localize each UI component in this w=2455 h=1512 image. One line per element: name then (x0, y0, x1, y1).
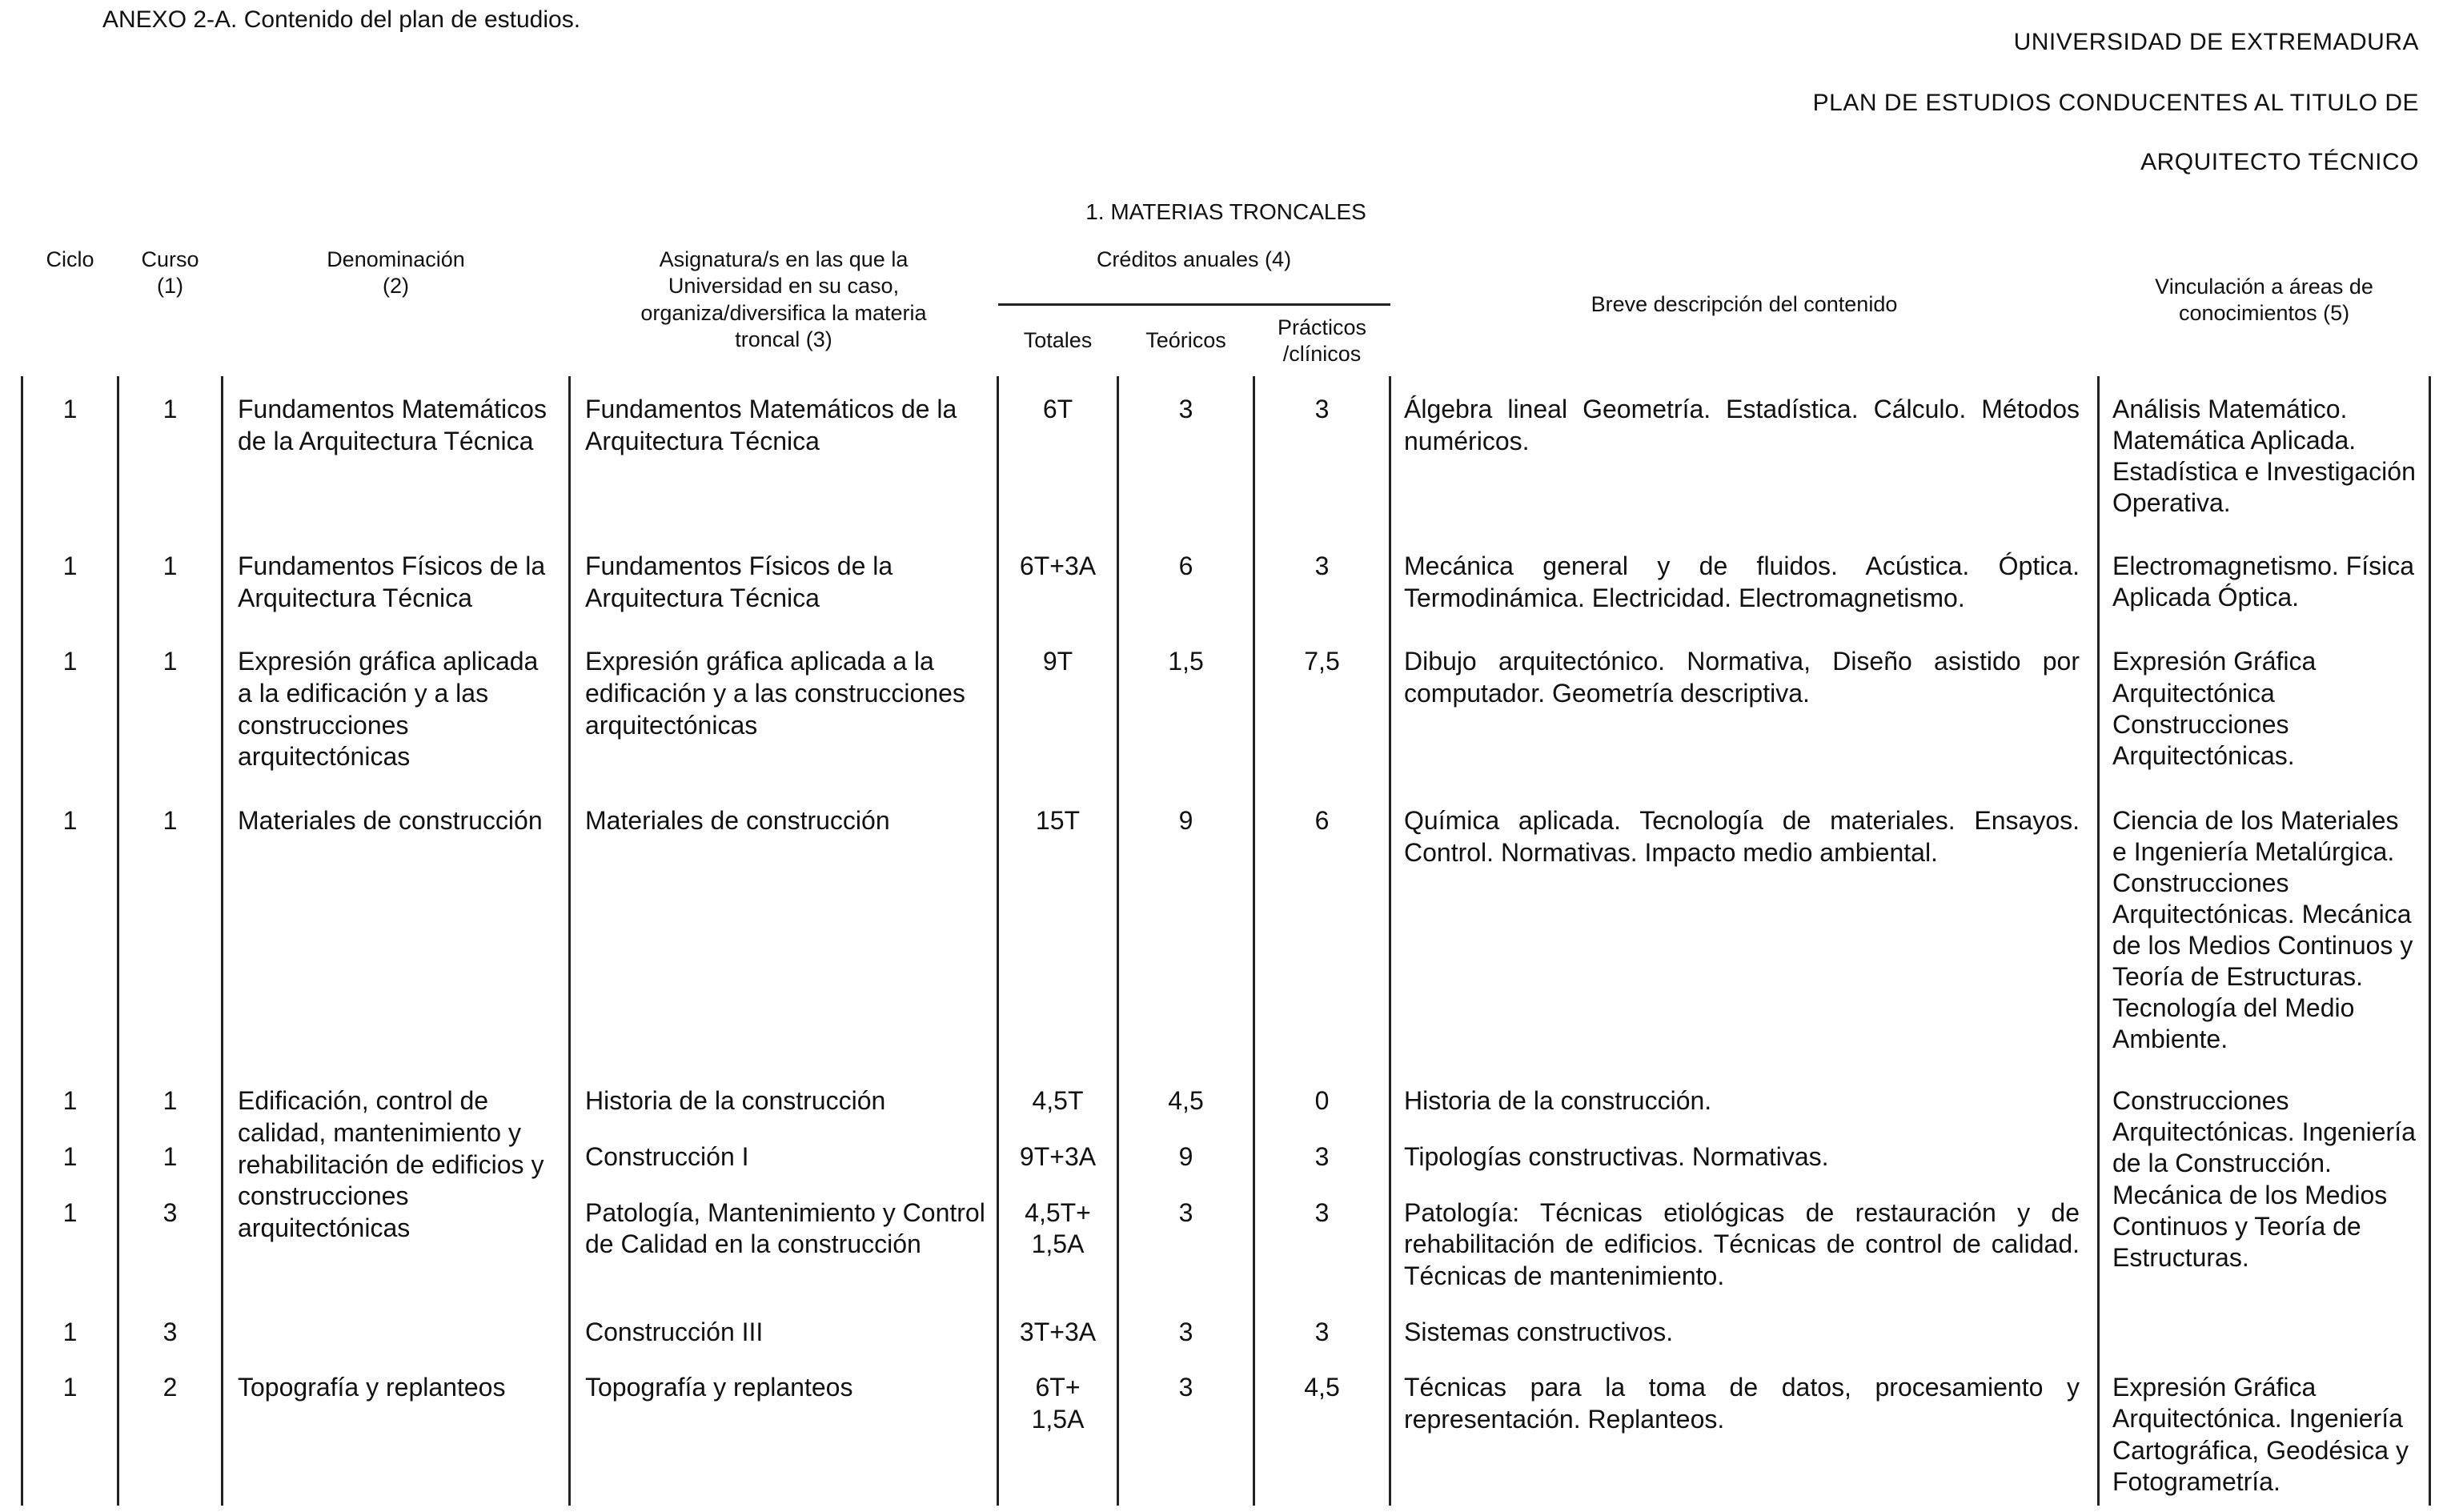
cell-asignatura: Expresión gráfica aplicada a la edificación y a las construcciones arquitectónicas (570, 628, 998, 788)
cell-ciclo: 1 (22, 533, 118, 628)
header-descripcion: Breve descripción del contenido (1591, 291, 1898, 316)
cell-ciclo: 1 (22, 1069, 118, 1125)
cell-practicos: 0 (1254, 1069, 1390, 1125)
cell-practicos: 4,5 (1254, 1356, 1390, 1505)
cell-vinculacion: Análisis Matemático. Matemática Aplicada. Estadística e Investigación Operativa. (2099, 376, 2430, 533)
university-name: UNIVERSIDAD DE EXTREMADURA (2013, 29, 2419, 55)
cell-teoricos: 3 (1118, 376, 1254, 533)
cell-ciclo: 1 (22, 1181, 118, 1301)
cell-curso: 1 (118, 1069, 223, 1125)
cell-totales: 3T+3A (998, 1301, 1118, 1357)
cell-vinculacion: Ciencia de los Materiales e Ingeniería Metalúrgica. Construcciones Arquitectónicas. Mecánica de los Medios Continuos y Teoría de Estructuras. Tecnología del Medio Ambiente. (2099, 788, 2430, 1069)
header-asignatura: Asignatura/s en las que la Universidad en su caso, organiza/diversifica la materia troncal (3) (640, 247, 927, 352)
section-title: 1. MATERIAS TRONCALES (1085, 199, 1366, 224)
cell-totales: 6T+3A (998, 533, 1118, 628)
table-row (22, 376, 2430, 533)
cell-descripcion: Química aplicada. Tecnología de materiales. Ensayos. Control. Normativas. Impacto medio ambiental. (1390, 788, 2099, 1069)
cell-teoricos: 3 (1118, 1181, 1254, 1301)
cell-asignatura: Materiales de construcción (570, 788, 998, 1069)
plan-title-line1: PLAN DE ESTUDIOS CONDUCENTES AL TITULO DE (1812, 90, 2419, 116)
cell-totales: 4,5T (998, 1069, 1118, 1125)
header-curso: Curso (1) (141, 247, 199, 299)
cell-vinculacion: Electromagnetismo. Física Aplicada Óptica. (2099, 533, 2430, 628)
cell-denominacion: Topografía y replanteos (223, 1356, 570, 1505)
cell-teoricos: 1,5 (1118, 628, 1254, 788)
table-row (22, 788, 2430, 1069)
header-totales: Totales (1023, 328, 1093, 353)
cell-ciclo: 1 (22, 1356, 118, 1505)
cell-descripcion: Mecánica general y de fluidos. Acústica. Óptica. Termodinámica. Electricidad. Electromagnetismo. (1390, 533, 2099, 628)
header-ciclo: Ciclo (46, 247, 94, 271)
cell-asignatura: Fundamentos Físicos de la Arquitectura Técnica (570, 533, 998, 628)
cell-curso: 3 (118, 1181, 223, 1301)
table-row (22, 533, 2430, 628)
cell-practicos: 3 (1254, 376, 1390, 533)
cell-practicos: 6 (1254, 788, 1390, 1069)
cell-ciclo: 1 (22, 1301, 118, 1357)
cell-curso: 2 (118, 1356, 223, 1505)
header-vinculacion: Vinculación a áreas de conocimientos (5) (2155, 275, 2373, 326)
cell-curso: 1 (118, 376, 223, 533)
cell-teoricos: 3 (1118, 1301, 1254, 1357)
cell-asignatura: Construcción I (570, 1125, 998, 1181)
cell-descripcion: Álgebra lineal Geometría. Estadística. Cálculo. Métodos numéricos. (1390, 376, 2099, 533)
table-row (22, 1069, 2430, 1125)
cell-totales: 4,5T+ 1,5A (998, 1181, 1118, 1301)
cell-descripcion: Tipologías constructivas. Normativas. (1390, 1125, 2099, 1181)
cell-practicos: 3 (1254, 1181, 1390, 1301)
cell-curso: 1 (118, 533, 223, 628)
cell-denominacion: Fundamentos Matemáticos de la Arquitectura Técnica (223, 376, 570, 533)
cell-descripcion: Sistemas constructivos. (1390, 1301, 2099, 1357)
cell-curso: 1 (118, 788, 223, 1069)
cell-totales: 9T (998, 628, 1118, 788)
cell-denominacion: Materiales de construcción (223, 788, 570, 1069)
cell-totales: 6T (998, 376, 1118, 533)
cell-teoricos: 3 (1118, 1356, 1254, 1505)
cell-vinculacion: Expresión Gráfica Arquitectónica. Ingeniería Cartográfica, Geodésica y Fotogrametría. (2099, 1356, 2430, 1505)
cell-descripcion: Técnicas para la toma de datos, procesamiento y representación. Replanteos. (1390, 1356, 2099, 1505)
cell-teoricos: 4,5 (1118, 1069, 1254, 1125)
header-teoricos: Teóricos (1145, 328, 1226, 353)
cell-practicos: 3 (1254, 1301, 1390, 1357)
header-denominacion: Denominación (2) (327, 247, 465, 299)
cell-descripcion: Historia de la construcción. (1390, 1069, 2099, 1125)
cell-asignatura: Fundamentos Matemáticos de la Arquitectura Técnica (570, 376, 998, 533)
cell-curso: 1 (118, 628, 223, 788)
cell-practicos: 3 (1254, 1125, 1390, 1181)
cell-denominacion: Edificación, control de calidad, mantenimiento y rehabilitación de edificios y construcciones arquitectónicas (223, 1069, 570, 1356)
cell-asignatura: Historia de la construcción (570, 1069, 998, 1125)
cell-totales: 15T (998, 788, 1118, 1069)
cell-vinculacion: Construcciones Arquitectónicas. Ingeniería de la Construcción. Mecánica de los Medios Continuos y Teoría de Estructuras. (2099, 1069, 2430, 1356)
cell-ciclo: 1 (22, 1125, 118, 1181)
cell-totales: 9T+3A (998, 1125, 1118, 1181)
cell-ciclo: 1 (22, 376, 118, 533)
table-row (22, 1356, 2430, 1505)
cell-asignatura: Construcción III (570, 1301, 998, 1357)
cell-ciclo: 1 (22, 628, 118, 788)
cell-vinculacion: Expresión Gráfica Arquitectónica Construcciones Arquitectónicas. (2099, 628, 2430, 788)
cell-descripcion: Patología: Técnicas etiológicas de restauración y de rehabilitación de edificios. Técnicas de control de calidad. Técnicas de mantenimiento. (1390, 1181, 2099, 1301)
cell-teoricos: 6 (1118, 533, 1254, 628)
header-practicos: Prácticos /clínicos (1277, 315, 1367, 366)
cell-ciclo: 1 (22, 788, 118, 1069)
cell-descripcion: Dibujo arquitectónico. Normativa, Diseño asistido por computador. Geometría descriptiva. (1390, 628, 2099, 788)
header-creditos: Créditos anuales (4) (998, 234, 1390, 305)
cell-curso: 1 (118, 1125, 223, 1181)
cell-curso: 3 (118, 1301, 223, 1357)
plan-title-line2: ARQUITECTO TÉCNICO (2140, 149, 2419, 175)
cell-teoricos: 9 (1118, 1125, 1254, 1181)
cell-totales: 6T+ 1,5A (998, 1356, 1118, 1505)
cell-asignatura: Patología, Mantenimiento y Control de Calidad en la construcción (570, 1181, 998, 1301)
study-plan-table (21, 191, 2431, 1506)
cell-teoricos: 9 (1118, 788, 1254, 1069)
cell-denominacion: Fundamentos Físicos de la Arquitectura Técnica (223, 533, 570, 628)
cell-practicos: 3 (1254, 533, 1390, 628)
cell-asignatura: Topografía y replanteos (570, 1356, 998, 1505)
table-row (22, 628, 2430, 788)
cell-practicos: 7,5 (1254, 628, 1390, 788)
cell-denominacion: Expresión gráfica aplicada a la edificación y a las construcciones arquitectónicas (223, 628, 570, 788)
annex-title: ANEXO 2-A. Contenido del plan de estudios. (102, 6, 581, 33)
